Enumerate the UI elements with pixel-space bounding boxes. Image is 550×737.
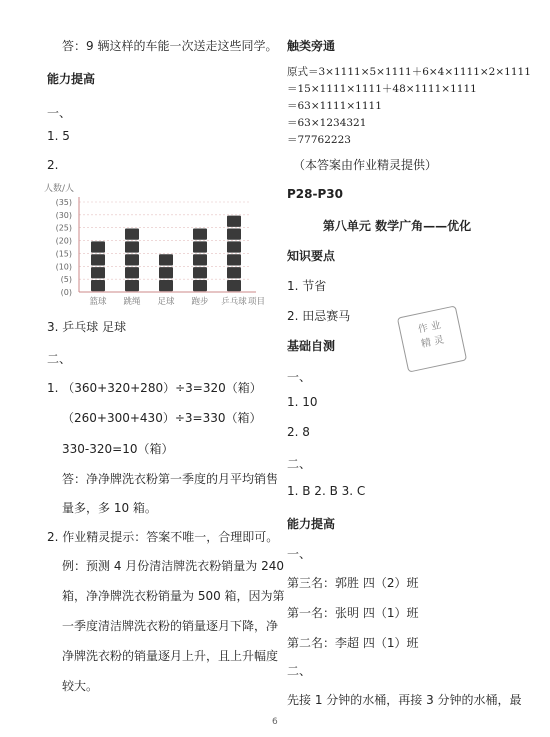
chart-ylabel: 人数/人 xyxy=(44,184,75,194)
ability-section-two: 二、 xyxy=(287,664,312,678)
y-tick-label: (0) xyxy=(60,288,72,297)
bar-segment xyxy=(91,267,105,278)
bar-segment xyxy=(227,216,241,227)
bar-segment xyxy=(159,267,173,278)
bar-segment xyxy=(193,254,207,265)
page-number: 6 xyxy=(272,717,278,727)
heading-zhishi: 知识要点 xyxy=(287,249,336,263)
bar-segment xyxy=(227,267,241,278)
y-tick-label: (35) xyxy=(55,198,72,207)
y-tick-label: (5) xyxy=(60,275,72,285)
ability-section-one: 一、 xyxy=(287,547,312,561)
bar-segment xyxy=(91,254,105,265)
bar-segment xyxy=(227,229,241,240)
section-one: 一、 xyxy=(47,106,72,120)
bar-segment xyxy=(193,267,207,278)
rank-line-1: 第三名：郭胜 四（2）班 xyxy=(287,576,419,590)
choice-answers: 1. B 2. B 3. C xyxy=(287,484,366,498)
stamp-logo xyxy=(397,305,467,372)
bar-segment xyxy=(125,229,139,240)
page-range: P28-P30 xyxy=(287,187,343,201)
tip-line: 2. 作业精灵提示：答案不唯一，合理即可。 xyxy=(47,530,279,544)
heading-chulei: 触类旁通 xyxy=(287,39,336,53)
x-tick-label: 跳绳 xyxy=(123,297,141,307)
bar-segment xyxy=(125,254,139,265)
math-line-3: ＝63×1111×1111 xyxy=(287,100,382,112)
unit-title: 第八单元 数学广角——优化 xyxy=(322,219,472,233)
bar-segment xyxy=(227,254,241,265)
calc-line-2: （260+300+430）÷3=330（箱） xyxy=(62,411,262,425)
math-line-4: ＝63×1234321 xyxy=(287,117,367,129)
example-line-3: 一季度清洁牌洗衣粉的销量逐月下降，净 xyxy=(62,619,279,633)
bar-segment xyxy=(193,280,207,291)
rank-line-2: 第一名：张明 四（1）班 xyxy=(287,606,419,620)
calc-line-1: 1. （360+320+280）÷3=320（箱） xyxy=(47,381,262,395)
y-tick-label: (25) xyxy=(55,223,72,233)
x-tick-label: 篮球 xyxy=(89,297,107,307)
chart-xlabel: 项目 xyxy=(248,297,266,307)
bar-segment xyxy=(125,241,139,252)
section-two: 二、 xyxy=(47,352,72,366)
math-line-2: ＝15×1111×1111＋48×1111×1111 xyxy=(287,83,477,95)
y-tick-label: (10) xyxy=(55,262,72,272)
heading-nengli-right: 能力提高 xyxy=(287,517,336,531)
stamp-text-1: 作 业 xyxy=(417,319,443,336)
bar-segment xyxy=(227,241,241,252)
answer-line: 答：9 辆这样的车能一次送走这些同学。 xyxy=(62,39,278,53)
knowledge-1: 1. 节省 xyxy=(287,279,327,293)
item-2: 2. xyxy=(47,158,59,172)
math-line-1: 原式＝3×1111×5×1111＋6×4×1111×2×1111 xyxy=(287,66,531,78)
math-line-5: ＝77762223 xyxy=(287,134,351,146)
y-tick-label: (15) xyxy=(55,249,72,259)
bar-segment xyxy=(227,280,241,291)
bar-segment xyxy=(125,280,139,291)
basic-answer-1: 1. 10 xyxy=(287,395,318,409)
basic-section-two: 二、 xyxy=(287,457,312,471)
bar-segment xyxy=(91,280,105,291)
last-line: 先接 1 分钟的水桶，再接 3 分钟的水桶，最 xyxy=(287,693,522,707)
y-tick-label: (20) xyxy=(55,236,72,246)
calc-line-3: 330-320=10（箱） xyxy=(62,442,174,456)
example-line-5: 较大。 xyxy=(62,679,99,693)
example-line-4: 净牌洗衣粉的销量逐月上升，且上升幅度 xyxy=(62,649,279,663)
example-line-1: 例：预测 4 月份清洁牌洗衣粉销量为 240 xyxy=(62,559,284,573)
basic-section-one: 一、 xyxy=(287,370,312,384)
bar-chart xyxy=(44,183,274,308)
x-tick-label: 足球 xyxy=(157,297,175,307)
calc-answer-a: 答：净净牌洗衣粉第一季度的月平均销售 xyxy=(62,472,279,486)
bar-segment xyxy=(193,229,207,240)
bar-segment xyxy=(159,280,173,291)
item-3: 3. 乒乓球 足球 xyxy=(47,320,127,334)
bar-segment xyxy=(159,254,173,265)
y-tick-label: (30) xyxy=(55,210,72,220)
x-tick-label: 乒乓球 xyxy=(221,297,247,307)
example-line-2: 箱，净净牌洗衣粉销量为 500 箱，因为第 xyxy=(62,589,285,603)
heading-nengli-left: 能力提高 xyxy=(47,72,96,86)
bar-segment xyxy=(125,267,139,278)
heading-jichu: 基础自测 xyxy=(287,339,336,353)
x-tick-label: 跑步 xyxy=(191,297,209,307)
item-1: 1. 5 xyxy=(47,129,70,143)
bar-segment xyxy=(91,241,105,252)
calc-answer-b: 量多，多 10 箱。 xyxy=(62,501,157,515)
basic-answer-2: 2. 8 xyxy=(287,425,310,439)
credit-line: （本答案由作业精灵提供） xyxy=(293,158,438,172)
knowledge-2: 2. 田忌赛马 xyxy=(287,309,351,323)
stamp-text-2: 精 灵 xyxy=(420,334,446,351)
bar-segment xyxy=(193,241,207,252)
rank-line-3: 第二名：李超 四（1）班 xyxy=(287,636,419,650)
